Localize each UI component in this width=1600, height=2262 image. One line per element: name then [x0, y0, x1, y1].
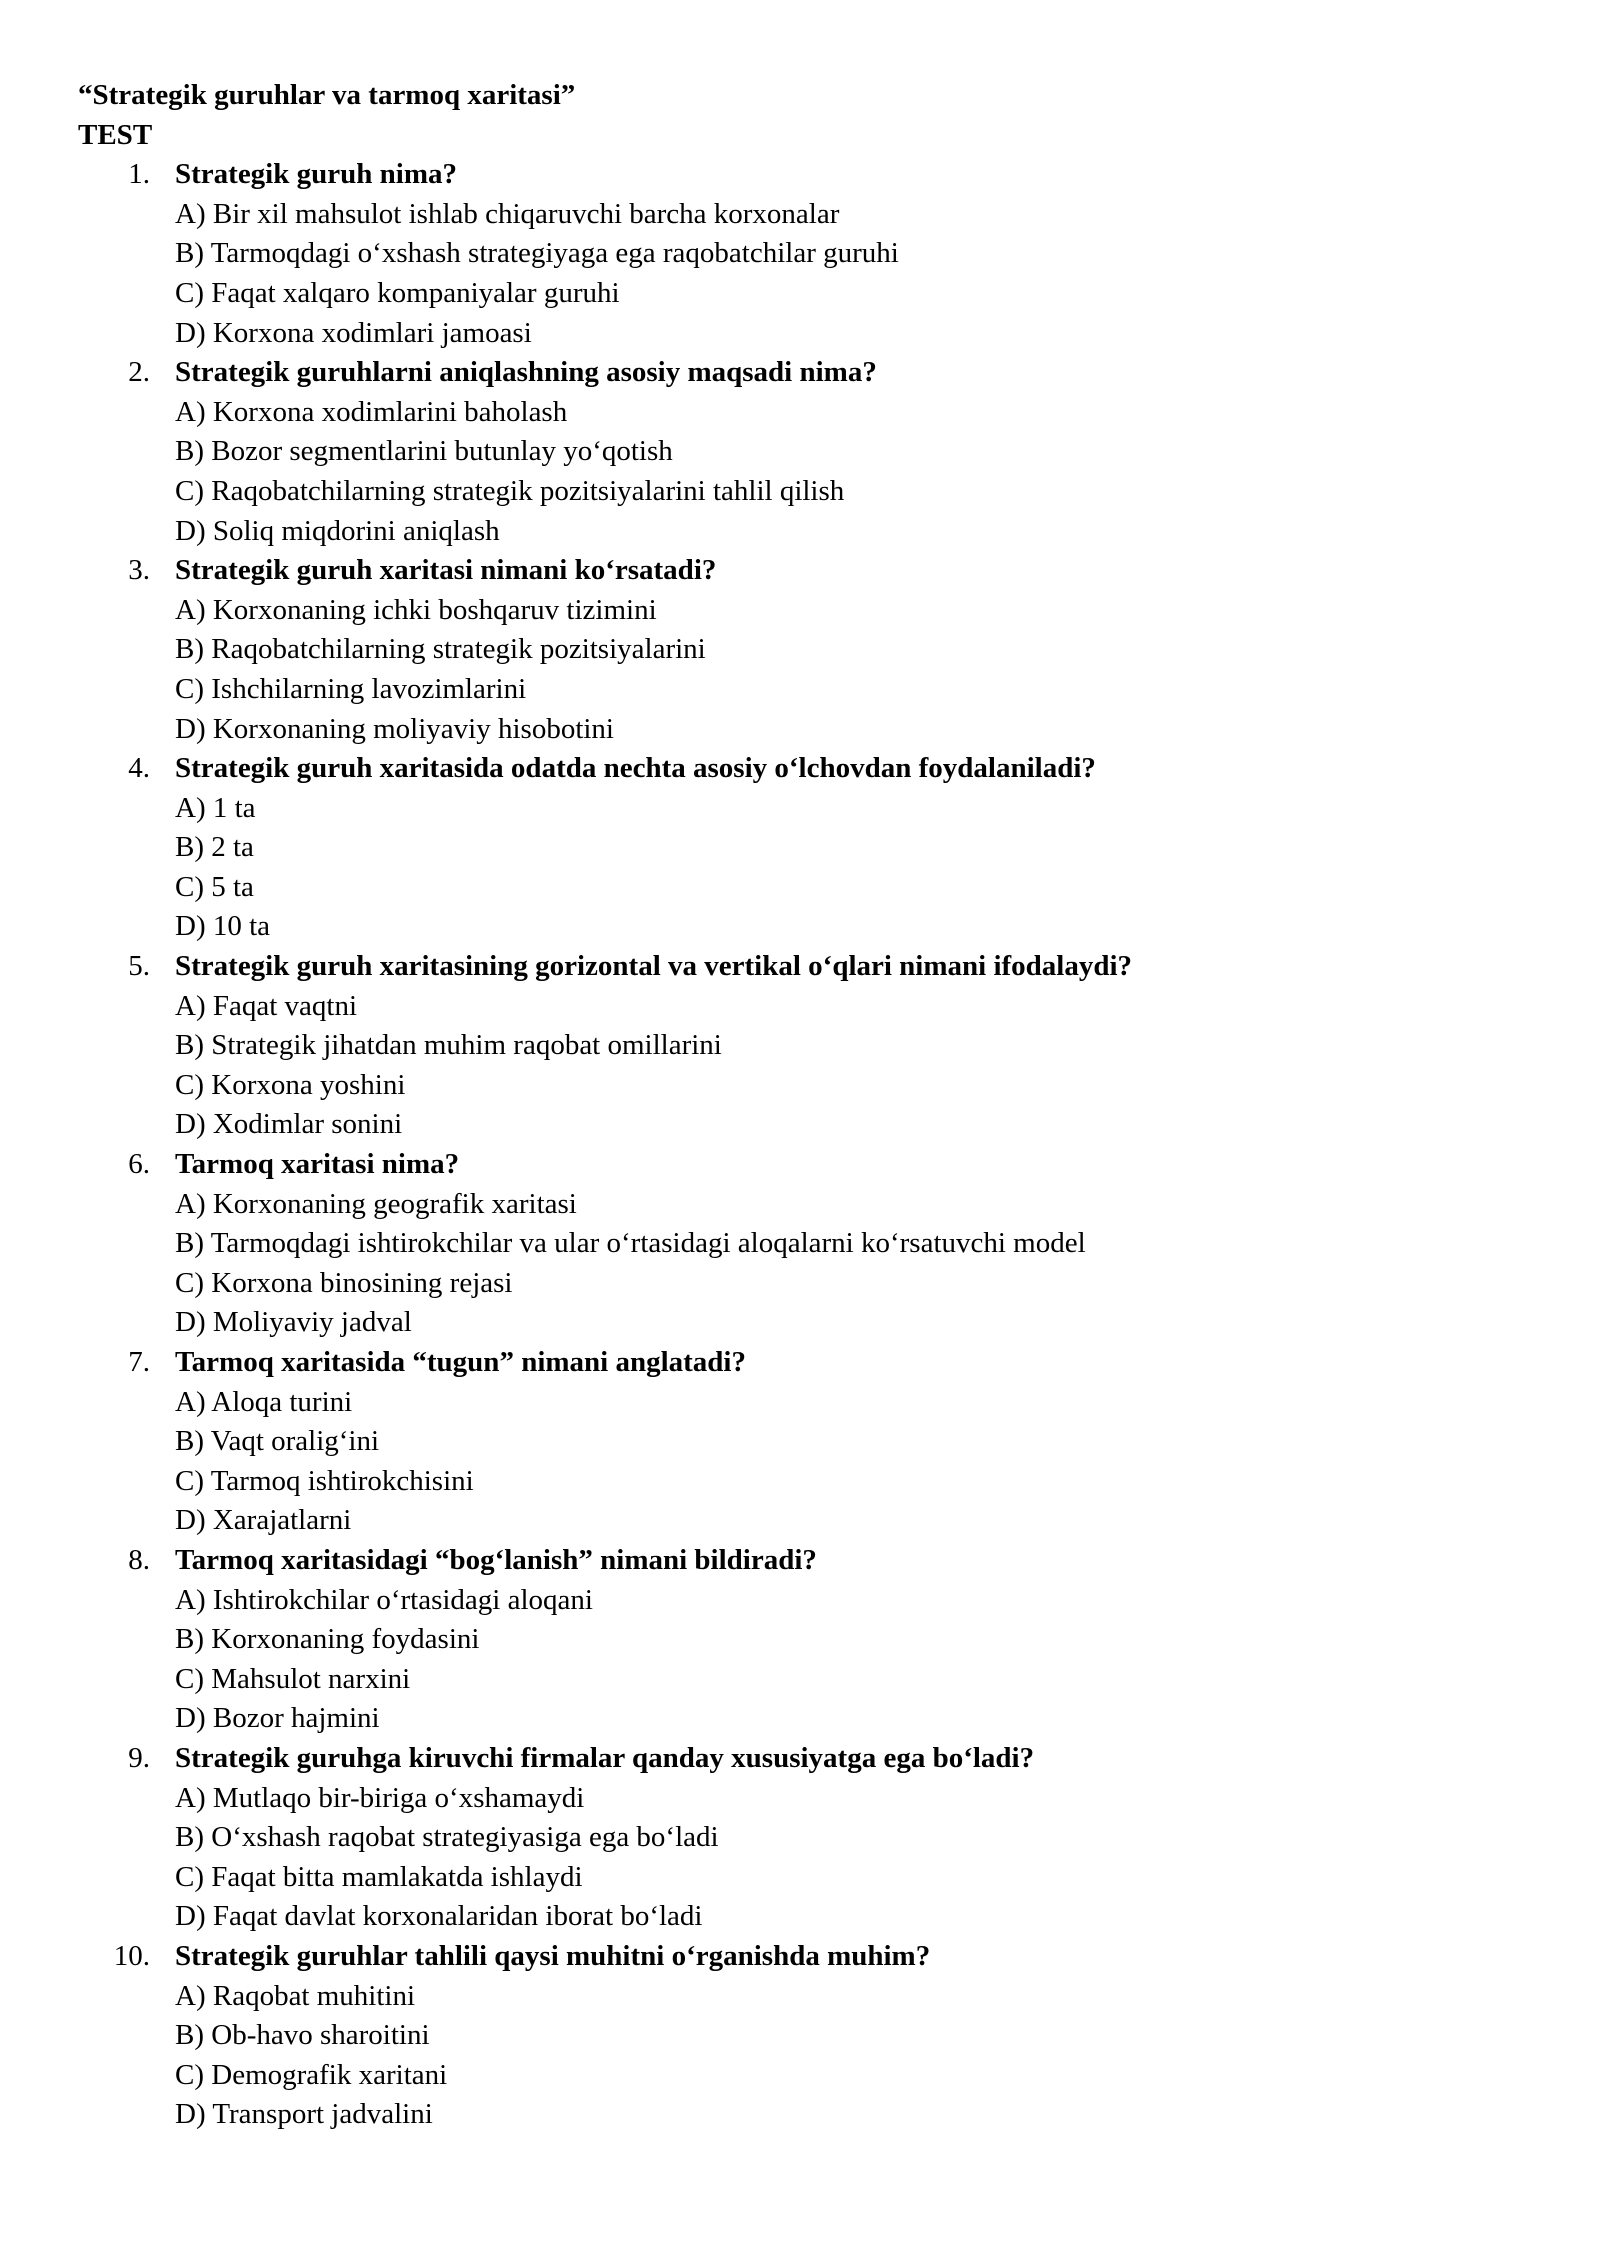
- answer-option: A) 1 ta: [175, 791, 256, 824]
- answer-option: A) Korxona xodimlarini baholash: [175, 395, 568, 428]
- answer-option: C) Faqat xalqaro kompaniyalar guruhi: [175, 276, 620, 309]
- question-item: [78, 551, 1518, 749]
- answer-option: A) Ishtirokchilar o‘rtasidagi aloqani: [175, 1583, 593, 1616]
- question-item: [78, 1541, 1518, 1739]
- answer-option: B) Ob-havo sharoitini: [175, 2019, 430, 2052]
- question-text: Tarmoq xaritasi nima?: [175, 1148, 460, 1181]
- answer-option: A) Mutlaqo bir-biriga o‘xshamaydi: [175, 1781, 585, 1814]
- question-text: Strategik guruh xaritasining gorizontal va vertikal o‘qlari nimani ifodalaydi?: [175, 950, 1133, 983]
- document-subtitle: TEST: [78, 118, 153, 151]
- answer-option: A) Aloqa turini: [175, 1385, 353, 1418]
- document-title: “Strategik guruhlar va tarmoq xaritasi”: [78, 79, 576, 111]
- answer-option: A) Korxonaning ichki boshqaruv tizimini: [175, 593, 657, 626]
- answer-option: D) Korxona xodimlari jamoasi: [175, 316, 532, 349]
- question-item: [78, 1343, 1518, 1541]
- question-item: [78, 353, 1518, 551]
- question-number: 9.: [128, 1741, 150, 1774]
- answer-option: C) Mahsulot narxini: [175, 1662, 411, 1695]
- question-number: 3.: [128, 554, 150, 587]
- question-number: 10.: [113, 1939, 150, 1972]
- question-text: Strategik guruhlarni aniqlashning asosiy maqsadi nima?: [175, 356, 877, 389]
- question-text: Strategik guruhlar tahlili qaysi muhitni o‘rganishda muhim?: [175, 1939, 931, 1972]
- answer-option: A) Raqobat muhitini: [175, 1979, 416, 2012]
- answer-option: C) Korxona yoshini: [175, 1068, 406, 1101]
- answer-option: C) 5 ta: [175, 870, 254, 903]
- answer-option: D) Bozor hajmini: [175, 1702, 380, 1735]
- question-item: [78, 947, 1518, 1145]
- question-text: Strategik guruh nima?: [175, 158, 457, 191]
- answer-option: B) Raqobatchilarning strategik pozitsiyalarini: [175, 633, 706, 666]
- question-item: [78, 1145, 1518, 1343]
- answer-option: A) Bir xil mahsulot ishlab chiqaruvchi barcha korxonalar: [175, 197, 840, 230]
- question-text: Tarmoq xaritasidagi “bog‘lanish” nimani bildiradi?: [175, 1543, 817, 1576]
- question-number: 6.: [128, 1148, 150, 1181]
- question-number: 2.: [128, 356, 150, 389]
- question-number: 4.: [128, 752, 150, 785]
- document-content: [78, 76, 1518, 2135]
- question-text: Strategik guruh xaritasi nimani ko‘rsatadi?: [175, 554, 717, 587]
- answer-option: D) Soliq miqdorini aniqlash: [175, 514, 500, 547]
- question-item: [78, 155, 1518, 353]
- answer-option: C) Raqobatchilarning strategik pozitsiyalarini tahlil qilish: [175, 474, 845, 507]
- answer-option: C) Korxona binosining rejasi: [175, 1266, 513, 1299]
- question-list: [78, 155, 1518, 2135]
- question-item: [78, 1937, 1518, 2135]
- answer-option: D) Xarajatlarni: [175, 1504, 352, 1537]
- question-number: 7.: [128, 1346, 150, 1378]
- answer-option: C) Ishchilarning lavozimlarini: [175, 672, 527, 705]
- question-item: [78, 749, 1518, 947]
- answer-option: D) Moliyaviy jadval: [175, 1306, 412, 1339]
- question-text: Strategik guruh xaritasida odatda nechta asosiy o‘lchovdan foydalaniladi?: [175, 752, 1096, 785]
- answer-option: B) Tarmoqdagi ishtirokchilar va ular o‘rtasidagi aloqalarni ko‘rsatuvchi model: [175, 1227, 1086, 1260]
- answer-option: B) 2 ta: [175, 831, 254, 864]
- answer-option: A) Faqat vaqtni: [175, 989, 358, 1022]
- question-text: Tarmoq xaritasida “tugun” nimani anglatadi?: [175, 1346, 746, 1378]
- answer-option: D) Korxonaning moliyaviy hisobotini: [175, 712, 614, 745]
- question-item: [78, 1739, 1518, 1937]
- answer-option: B) Tarmoqdagi o‘xshash strategiyaga ega raqobatchilar guruhi: [175, 237, 899, 270]
- answer-option: D) Transport jadvalini: [175, 2098, 433, 2131]
- answer-option: D) 10 ta: [175, 910, 271, 943]
- answer-option: C) Faqat bitta mamlakatda ishlaydi: [175, 1860, 583, 1893]
- question-text: Strategik guruhga kiruvchi firmalar qanday xususiyatga ega bo‘ladi?: [175, 1741, 1035, 1774]
- answer-option: C) Demografik xaritani: [175, 2058, 448, 2091]
- answer-option: D) Xodimlar sonini: [175, 1108, 403, 1141]
- answer-option: B) Korxonaning foydasini: [175, 1623, 480, 1656]
- answer-option: B) Strategik jihatdan muhim raqobat omillarini: [175, 1029, 722, 1062]
- answer-option: B) O‘xshash raqobat strategiyasiga ega bo‘ladi: [175, 1821, 719, 1854]
- answer-option: D) Faqat davlat korxonalaridan iborat bo‘ladi: [175, 1900, 703, 1933]
- question-number: 1.: [128, 158, 150, 191]
- question-number: 8.: [128, 1543, 150, 1576]
- answer-option: A) Korxonaning geografik xaritasi: [175, 1187, 577, 1220]
- answer-option: C) Tarmoq ishtirokchisini: [175, 1464, 474, 1497]
- question-number: 5.: [128, 950, 150, 983]
- answer-option: B) Bozor segmentlarini butunlay yo‘qotish: [175, 435, 673, 468]
- answer-option: B) Vaqt oralig‘ini: [175, 1425, 380, 1458]
